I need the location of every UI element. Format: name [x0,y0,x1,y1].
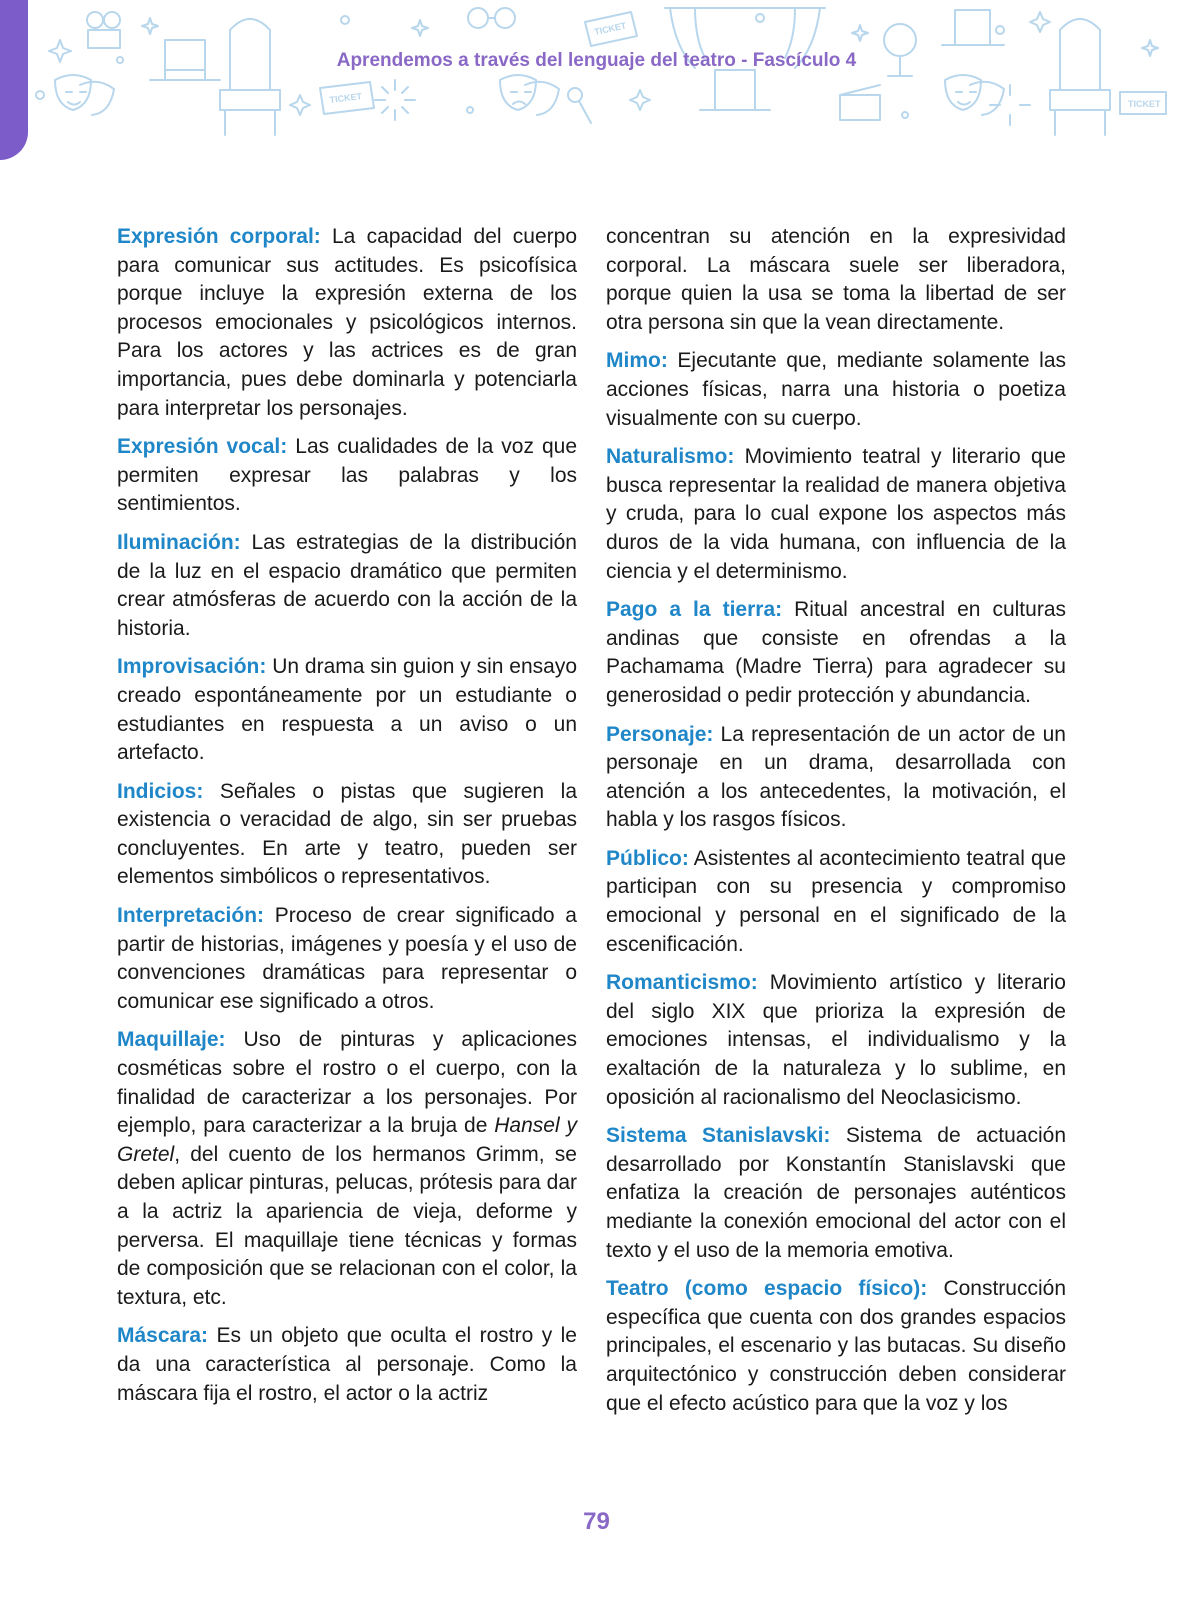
glossary-entry [117,653,577,767]
glossary-entry [117,529,577,643]
dot-icon [341,16,349,24]
glossary-definition: Movimiento artístico y literario del siglo XIX que prioriza la expresión de emociones intensas, el individualismo y la exaltación de la naturaleza y lo sublime, en oposición al racionalismo del Neoclasicismo. [606,971,1066,1109]
glossary-term: Iluminación: [117,530,241,554]
glossary-term: Maquillaje: [117,1028,226,1052]
glossary-definition: Sistema de actuación desarrollado por Konstantín Stanislavski que enfatiza la creación de personajes auténticos mediante la conexión emocional del actor con el texto y el uso de la memoria emotiva. [606,1124,1066,1262]
top-hat-icon [700,70,770,110]
glossary-definition: La representación de un actor de un personaje en un drama, desarrollada con atención a los antecedentes, la motivación, el habla y los rasgos físicos. [606,722,1066,832]
glossary-definition: Las estrategias de la distribución de la luz en el espacio dramático que permiten crear atmósferas de acuerdo con la acción de la historia. [117,530,577,640]
glossary-entry [117,433,577,519]
glossary-entry [606,1275,1066,1418]
glossary-definition: Ritual ancestral en culturas andinas que consiste en ofrendas a la Pachamama (Madre Tierra) para agradecer su generosidad o pedir protección y abundancia. [606,598,1066,707]
glossary-definition: , del cuento de los hermanos Grimm, se deben aplicar pinturas, pelucas, prótesis para dar a la actriz la apariencia de vieja, deforme y perversa. El maquillaje tiene técnicas y formas de composición que se relacionan con el color, la textura, etc. [117,1142,577,1309]
glossary-entry [606,845,1066,959]
glossary-entry [606,347,1066,433]
glossary-term: Público: [606,846,689,870]
sparkle-icon [375,80,415,120]
clapperboard-icon [840,85,880,120]
glossary-entry [117,1026,577,1312]
glossary-definition: Proceso de crear significado a partir de historias, imágenes y poesía y el uso de convenciones dramáticas para representar o comunicar ese significado a otros. [117,904,577,1013]
left-column [117,223,577,1418]
glossary-definition: Ejecutante que, mediante solamente las acciones físicas, narra una historia o poetiza visualmente con su cuerpo. [606,349,1066,430]
right-column [606,223,1066,1428]
dot-icon [756,14,764,22]
glossary-term: Interpretación: [117,904,265,928]
glossary-definition: Un drama sin guion y sin ensayo creado espontáneamente por un estudiante o estudiantes en respuesta a un aviso o un artefacto. [117,655,577,765]
glossary-term: Mimo: [606,349,668,373]
glossary-definition: Las cualidades de la voz que permiten expresar las palabras y los sentimientos. [117,435,577,516]
book-title: Hansel y Gretel [117,1114,578,1166]
glossary-term: Expresión corporal: [117,225,321,248]
dot-icon [996,26,1004,34]
film-camera-icon [87,12,120,48]
glossary-definition: Asistentes al acontecimiento teatral que participan con su presencia y compromiso emocional y personal en el significado de la escenificación. [606,846,1066,956]
dot-icon [902,112,908,118]
glossary-definition: Movimiento teatral y literario que busca representar la realidad de manera objetiva y cruda, para lo cual expone los aspectos más duros de la vida humana, con influencia de la ciencia y el determinismo. [606,445,1066,583]
glossary-entry [606,721,1066,835]
star-icon [290,95,310,115]
continued-definition: concentran su atención en la expresividad corporal. La máscara suele ser liberadora, porque quien la usa se toma la libertad de ser otra persona sin que la vean directamente. [606,225,1066,334]
dot-icon [36,91,44,99]
glossary-entry [606,1122,1066,1265]
glossary-term: Improvisación: [117,655,267,679]
star-icon [412,20,428,36]
top-hat-icon [942,10,1004,45]
star-icon [852,25,868,41]
glossary-definition: Construcción específica que cuenta con dos grandes espacios principales, el escenario y las butacas. Su diseño arquitectónico y construcción deben considerar que el efecto acústico para que la voz y los [606,1277,1066,1415]
glossary-entry [606,969,1066,1112]
glossary-term: Pago a la tierra: [606,598,783,622]
throne-icon [1050,19,1110,135]
theater-masks-icon [945,75,1004,115]
theater-masks-icon [500,75,559,115]
glossary-definition: La capacidad del cuerpo para comunicar sus actitudes. Es psicofísica porque incluye la expresión externa de los procesos emocionales y psicológicos internos. Para los actores y las actrices es de gran importancia, pues debe dominarla y potenciarla para interpretar los personajes. [117,225,578,420]
header-title: Aprendemos a través del lenguaje del teatro - Fascículo 4 [336,50,857,71]
ticket-label: TICKET [593,20,628,37]
glossary-entry [117,778,577,892]
glossary-entry [606,596,1066,710]
dot-icon [467,107,473,113]
throne-icon [220,19,280,135]
glossary-entry [117,902,577,1016]
glossary-term: Personaje: [606,722,714,746]
glossary-term: Máscara: [117,1324,209,1348]
glossary-term: Sistema Stanislavski: [606,1124,831,1148]
theater-doodles [0,0,1193,165]
glossary-entry [117,223,577,423]
glossary-term: Teatro (como espacio físico): [606,1277,928,1301]
star-icon [630,90,650,110]
glossary-definition: Señales o pistas que sugieren la existencia o veracidad de algo, sin ser pruebas concluyentes. En arte y teatro, pueden ser elementos simbólicos o representativos. [117,779,577,889]
glossary-definition: Es un objeto que oculta el rostro y le da una característica al personaje. Como la máscara fija el rostro, el actor o la actriz [117,1324,577,1405]
binoculars-icon [468,8,515,28]
glossary-term: Naturalismo: [606,445,735,469]
glossary-term: Romanticismo: [606,971,758,995]
glossary-definition: Uso de pinturas y aplicaciones cosméticas sobre el rostro o el cuerpo, con la finalidad de caracterizar a los personajes. Por ejemplo, para caracterizar a la bruja de [117,1028,577,1138]
theater-masks-icon [55,75,114,115]
star-icon [1030,12,1050,32]
sparkle-icon [990,85,1030,125]
page-number: 79 [583,1508,610,1535]
star-icon [142,18,158,34]
chapter-tab [0,0,28,160]
glossary-entry [117,1322,577,1408]
header-decoration [0,0,1193,165]
ticket-label: TICKET [329,91,363,105]
microphone-icon [568,88,591,123]
ticket-label: TICKET [1128,99,1161,109]
glossary-term: Indicios: [117,779,204,803]
glossary-entry [606,443,1066,586]
glossary-term: Expresión vocal: [117,435,288,459]
